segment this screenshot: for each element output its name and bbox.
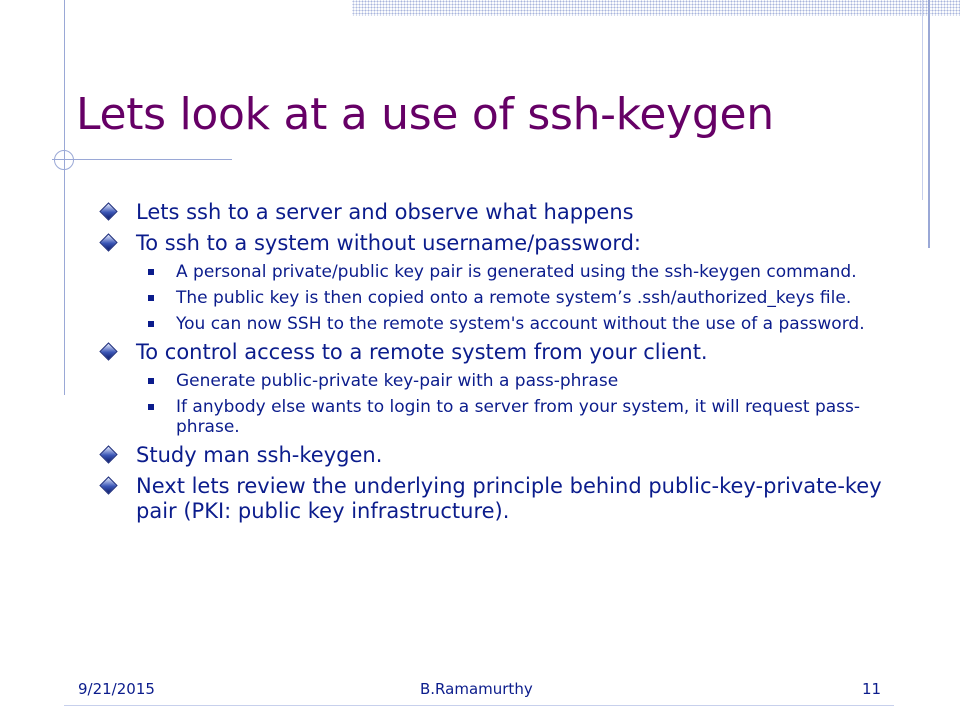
sub-bullet-item [100,371,890,391]
square-bullet-icon [148,269,154,275]
square-bullet-icon [148,378,154,384]
bullet-text: To control access to a remote system from your client. [136,340,708,364]
square-bullet-icon [148,295,154,301]
sub-bullet-text: If anybody else wants to login to a server from your system, it will request pass-phrase. [176,397,861,437]
diamond-bullet-icon [99,202,117,220]
diamond-bullet-icon [99,476,117,494]
slide-title: Lets look at a use of ssh-keygen [76,89,774,140]
bullet-item [100,340,890,365]
sub-bullet-text: A personal private/public key pair is generated using the ssh-keygen command. [176,262,857,282]
bullet-text: Next lets review the underlying principle behind public-key-private-key pair (PKI: public key infrastructure). [136,474,882,523]
corner-circle-ornament [54,150,74,170]
bullet-item [100,200,890,225]
sub-bullet-item [100,288,890,308]
footer-page-number: 11 [862,680,882,698]
sub-bullet-item [100,397,890,437]
left-vertical-rule [64,0,65,395]
diamond-bullet-icon [99,445,117,463]
sub-bullet-item [100,314,890,334]
sub-bullet-text: You can now SSH to the remote system's account without the use of a password. [176,314,865,334]
bullet-item [100,231,890,256]
sub-bullet-text: The public key is then copied onto a remote system’s .ssh/authorized_keys file. [176,288,852,308]
footer-date: 9/21/2015 [78,680,155,698]
title-underline-rule [52,159,232,160]
dotted-band-decoration [352,0,960,16]
sub-bullet-item [100,262,890,282]
slide-body [100,200,890,524]
square-bullet-icon [148,404,154,410]
bullet-item [100,474,890,524]
diamond-bullet-icon [99,233,117,251]
diamond-bullet-icon [99,342,117,360]
footer-author: B.Ramamurthy [420,680,533,698]
bullet-text: Study man ssh-keygen. [136,443,383,467]
square-bullet-icon [148,321,154,327]
bullet-item [100,443,890,468]
dotted-band-fade [300,0,360,16]
bullet-text: Lets ssh to a server and observe what happens [136,200,634,224]
sub-bullet-text: Generate public-private key-pair with a pass-phrase [176,371,619,391]
right-vertical-rule-thin [922,0,923,200]
bullet-text: To ssh to a system without username/password: [136,231,642,255]
footer-rule [64,705,894,706]
right-vertical-rule [928,0,930,248]
